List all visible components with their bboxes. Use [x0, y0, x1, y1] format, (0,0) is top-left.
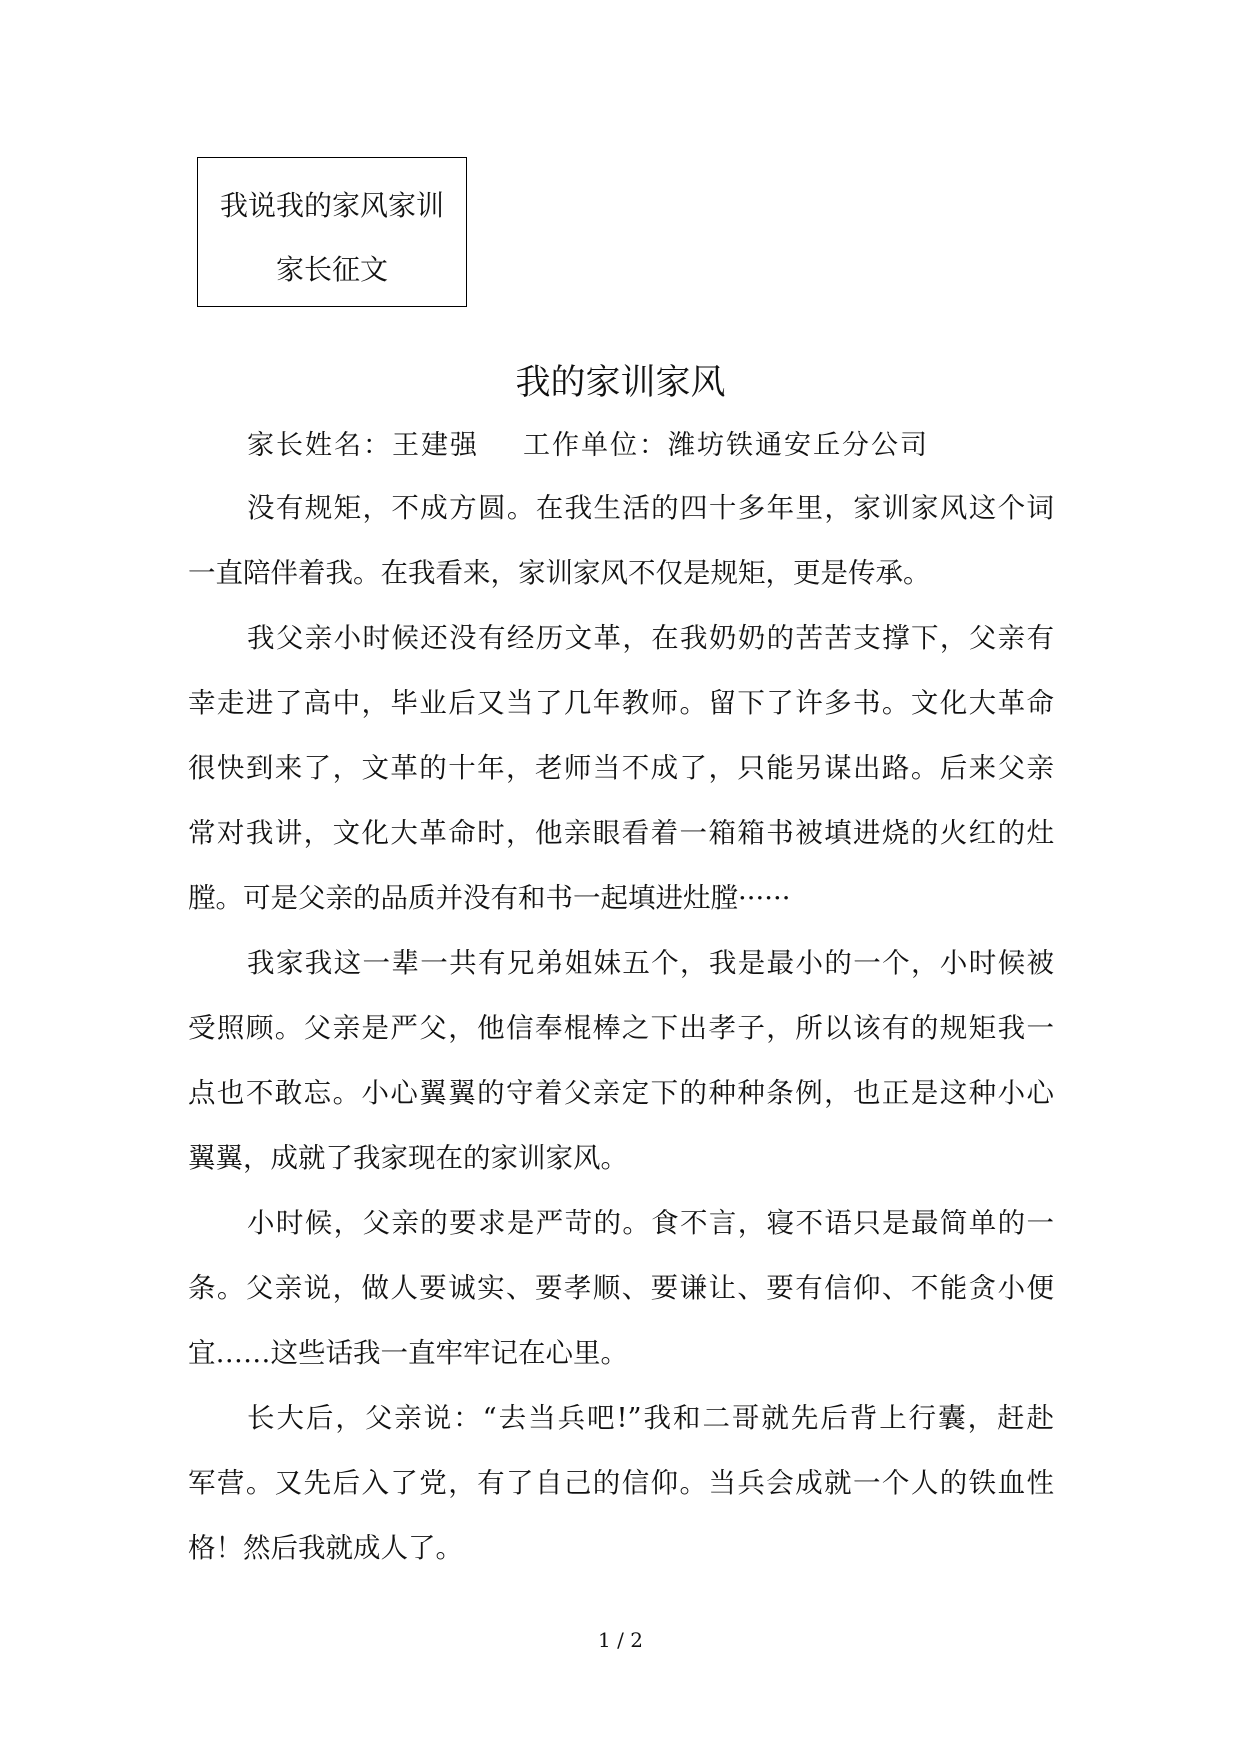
paragraph-1-line-2: 一直陪伴着我。在我看来，家训家风不仅是规矩，更是传承。 [188, 557, 931, 589]
paragraph-2-line-2: 幸走进了高中，毕业后又当了几年教师。留下了许多书。文化大革命 [188, 687, 1054, 719]
paragraph-3-line-4: 翼翼，成就了我家现在的家训家风。 [188, 1142, 628, 1174]
paragraph-2-line-4: 常对我讲，文化大革命时，他亲眼看着一箱箱书被填进烧的火红的灶 [188, 817, 1054, 849]
paragraph-2-line-3: 很快到来了，文革的十年，老师当不成了，只能另谋出路。后来父亲 [188, 752, 1054, 784]
paragraph-4-line-1: 小时候，父亲的要求是严苛的。食不言，寝不语只是最简单的一 [247, 1207, 1054, 1239]
essay-category-box [197, 157, 467, 307]
paragraph-5-line-2: 军营。又先后入了党，有了自己的信仰。当兵会成就一个人的铁血性 [188, 1467, 1054, 1499]
page-number: 1 / 2 [598, 1628, 643, 1652]
paragraph-5-line-3: 格！然后我就成人了。 [188, 1532, 463, 1564]
parent-name: 家长姓名：王建强 [247, 430, 479, 461]
paragraph-4-line-3: 宜……这些话我一直牢牢记在心里。 [188, 1337, 628, 1369]
paragraph-2-line-1: 我父亲小时候还没有经历文革，在我奶奶的苦苦支撑下，父亲有 [247, 622, 1054, 654]
author-info [247, 423, 929, 462]
essay-category-line1: 我说我的家风家训 [219, 189, 444, 222]
paragraph-1-line-1: 没有规矩，不成方圆。在我生活的四十多年里，家训家风这个词 [247, 492, 1054, 524]
work-unit: 工作单位：潍坊铁通安丘分公司 [523, 430, 929, 461]
paragraph-3-line-3: 点也不敢忘。小心翼翼的守着父亲定下的种种条例，也正是这种小心 [188, 1077, 1054, 1109]
paragraph-3-line-1: 我家我这一辈一共有兄弟姐妹五个，我是最小的一个，小时候被 [247, 947, 1054, 979]
document-title: 我的家训家风 [515, 363, 726, 403]
paragraph-2-line-5: 膛。可是父亲的品质并没有和书一起填进灶膛······ [188, 882, 791, 914]
paragraph-3-line-2: 受照顾。父亲是严父，他信奉棍棒之下出孝子，所以该有的规矩我一 [188, 1012, 1054, 1044]
essay-category-line2: 家长征文 [275, 253, 388, 286]
paragraph-4-line-2: 条。父亲说，做人要诚实、要孝顺、要谦让、要有信仰、不能贪小便 [188, 1272, 1054, 1304]
paragraph-5-line-1: 长大后，父亲说：“去当兵吧!”我和二哥就先后背上行囊，赶赴 [247, 1402, 1054, 1434]
